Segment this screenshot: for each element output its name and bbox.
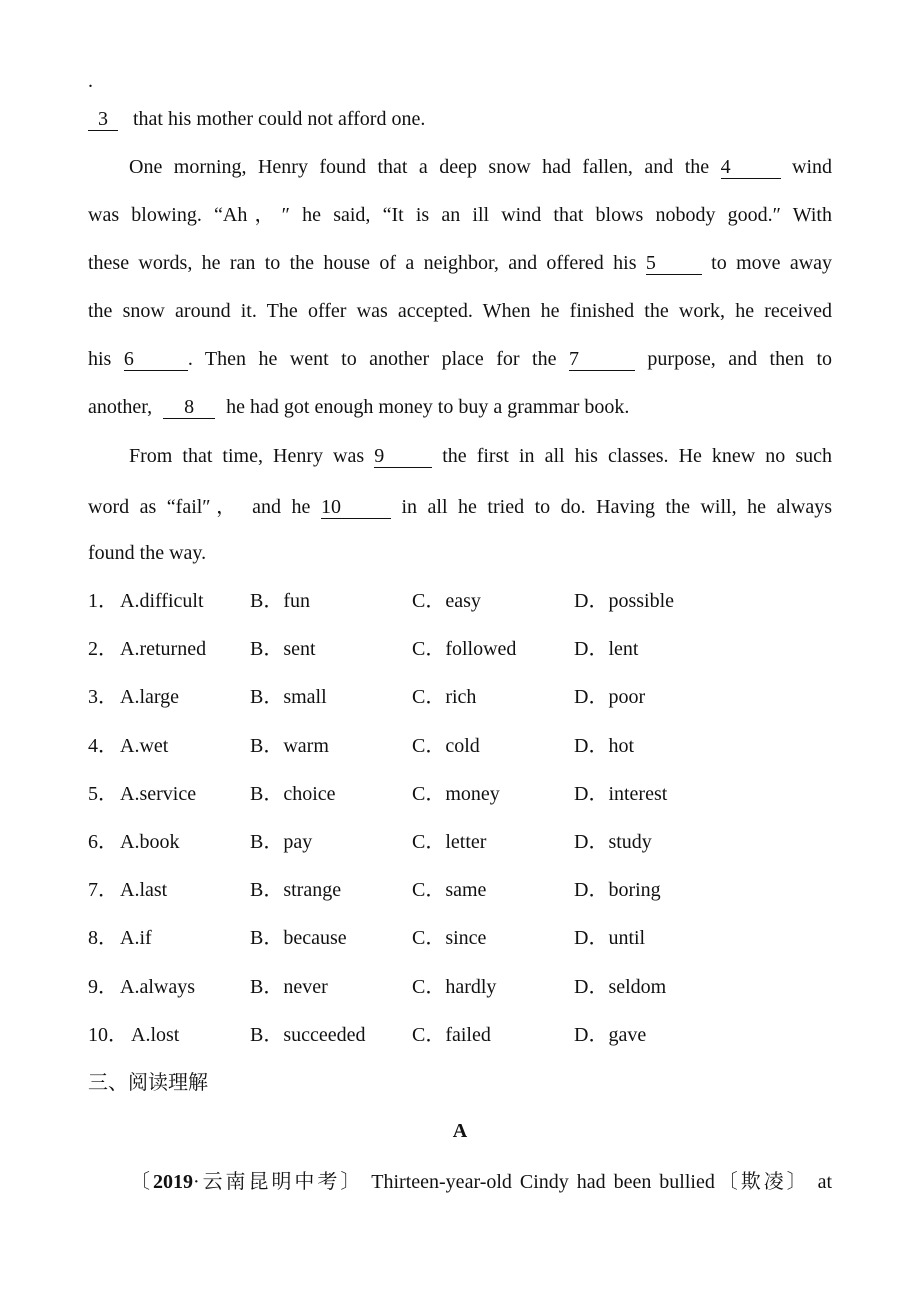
option-a: A.returned [120,638,207,660]
question-number: 2． [88,638,118,660]
passage-line [88,539,832,567]
passage-text: in all he tried to do. Having the will, he always [401,496,833,518]
answer-blank: 3 [88,108,118,131]
source-bracket: 〔 [130,1171,153,1193]
option-b: B．choice [250,783,336,805]
passage-text: the snow around it. The offer was accepted. When he finished the work, he received [88,300,832,322]
option-d: D．seldom [574,976,667,998]
passage-text: the first in all his classes. He knew no such [442,445,833,467]
source-tag [130,1171,363,1193]
passage-text: to move away [711,252,833,274]
question-row [88,973,832,1001]
passage-line [88,297,832,325]
option-c: C．since [412,927,487,949]
passage-text: One morning, Henry found that a deep snow had fallen, and the [129,156,710,178]
passage-line [88,345,832,373]
question-row [88,828,832,856]
question-row [88,683,832,711]
option-d: D．possible [574,590,674,612]
question-row [88,780,832,808]
question-number: 7． [88,879,118,901]
option-b: B．fun [250,590,310,612]
option-c: C．rich [412,686,477,708]
question-number: 6． [88,831,118,853]
option-d: D．boring [574,879,661,901]
passage-line [88,393,832,421]
option-a: A.last [120,879,168,901]
passage-text: . Then he went to another place for the [187,348,557,370]
option-b: B．never [250,976,328,998]
option-a: A.always [120,976,195,998]
option-a: A.difficult [120,590,204,612]
section-heading: 三、阅读理解 [88,1072,208,1094]
option-d: D．hot [574,735,634,757]
option-c: C．money [412,783,500,805]
option-b: B．sent [250,638,316,660]
question-row [88,1021,832,1049]
option-b: B．warm [250,735,329,757]
answer-blank: 5 [646,252,702,275]
question-number: 9． [88,976,118,998]
option-d: D．poor [574,686,646,708]
answer-blank: 9 [374,445,432,468]
reading-text: Thirteen-year-old Cindy had been bullied〔欺凌〕 at [371,1171,833,1193]
passage-text: he had got enough money to buy a grammar book. [226,396,630,418]
option-a: A.lost [131,1024,180,1046]
part-label: A [452,1120,468,1142]
option-c: C．letter [412,831,487,853]
passage-line [88,493,832,521]
answer-blank: 7 [569,348,635,371]
passage-line [88,105,832,133]
option-d: D．study [574,831,652,853]
passage-line [88,442,832,470]
option-b: B．succeeded [250,1024,366,1046]
passage-text: his [88,348,112,370]
answer-blank: 8 [163,396,215,419]
option-a: A.book [120,831,180,853]
passage-line [88,201,832,229]
option-c: C．cold [412,735,480,757]
option-b: B．small [250,686,327,708]
question-row [88,587,832,615]
question-row [88,732,832,760]
question-number: 1． [88,590,118,612]
reading-line [88,1168,832,1196]
leading-dot: . [88,70,93,92]
question-number: 8． [88,927,118,949]
passage-text: was blowing. “Ah，″ he said, “It is an ill wind that blows nobody good.″ With [88,204,832,226]
passage-text: these words, he ran to the house of a neighbor, and offered his [88,252,637,274]
passage-text: word as “fail″， and he [88,496,311,518]
passage-text: From that time, Henry was [129,445,365,467]
passage-line [88,249,832,277]
option-c: C．same [412,879,487,901]
answer-blank: 10 [321,496,391,519]
passage-text: that his mother could not afford one. [133,108,426,130]
source-name: ·云南昆明中考〕 [192,1171,364,1193]
option-d: D．interest [574,783,668,805]
option-a: A.wet [120,735,169,757]
option-a: A.if [120,927,152,949]
question-row [88,635,832,663]
passage-text: wind [792,156,833,178]
option-d: D．lent [574,638,639,660]
source-year: 2019 [152,1171,193,1193]
option-d: D．gave [574,1024,647,1046]
option-c: C．followed [412,638,517,660]
option-a: A.service [120,783,197,805]
question-number: 5． [88,783,118,805]
option-c: C．easy [412,590,481,612]
option-b: B．strange [250,879,342,901]
option-a: A.large [120,686,180,708]
passage-text: purpose, and then to [647,348,833,370]
option-b: B．because [250,927,347,949]
question-row [88,876,832,904]
passage-text: another, [88,396,153,418]
passage-line [88,153,832,181]
option-c: C．hardly [412,976,497,998]
answer-blank: 6 [124,348,188,371]
option-c: C．failed [412,1024,491,1046]
question-row [88,924,832,952]
answer-blank: 4 [721,156,781,179]
question-number: 3． [88,686,118,708]
question-number: 4． [88,735,118,757]
passage-text: found the way. [88,542,207,564]
question-number: 10． [88,1024,128,1046]
option-d: D．until [574,927,646,949]
option-b: B．pay [250,831,313,853]
